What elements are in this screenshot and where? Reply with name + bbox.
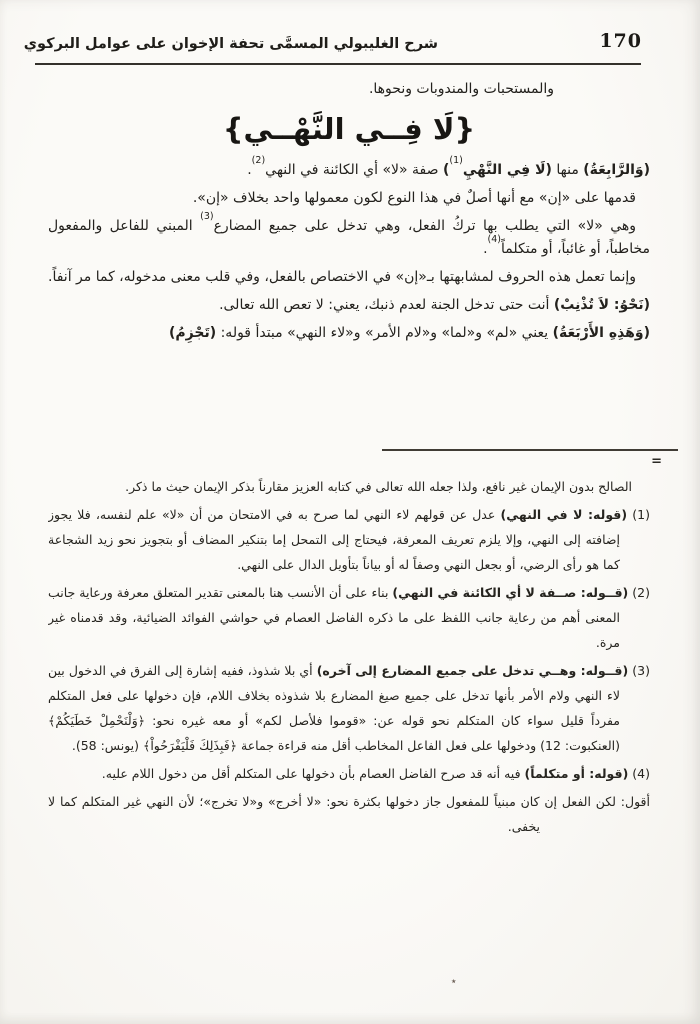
body-paragraph: (نَحْوُ: لاَ تُذْنِبْ) أنت حتى تدخل الجنة لعدم ذنبك، يعني: لا تعص الله تعالى. [219,297,650,313]
footnote-continuation: الصالح بدون الإيمان غير نافع، ولذا جعله الله تعالى في كتابه العزيز مقارناً بذكر الإيمان حيث ما ذكر. [125,479,632,494]
header-rule [35,63,641,65]
footnote-separator [382,449,678,451]
page-number: 170 [599,30,642,52]
footnote-postscript: أقول: لكن الفعل إن كان مبنياً للمفعول جاز دخولها بكثرة نحو: «لا أخرج» و«لا تخرج»؛ لأن النهي غير المتكلم كما لا يخفى. [48,794,650,834]
main-text-block [48,78,650,446]
body-paragraph: وإنما تعمل هذه الحروف لمشابهتها بـ«إن» في الاختصاص بالفعل، وفي قلب معنى مدخوله، كما مر آنفاً. [48,269,636,285]
footnote: (1) (قوله: لا في النهي) عدل عن قولهم لاء النهي لما صرح به في الامتحان من أن «لا» علم لنفسه، فلا يجوز إضافته إلى النهي، وإلا يلزم تعريف المعرفة، فيحتاج إلى التمحل إما بتنكير المضاف أو بتجويز نحو زيد الشجاعة كما هو رأى الرضي، أو بجعل النهي وصفاً له أو بياناً بتأويل الدال على النهي. [48,507,650,572]
section-heading: {لَا فِــي النَّهْــي} [222,112,476,146]
footnote: (4) (قوله: أو متكلماً) فيه أنه قد صرح الفاضل العصام بأن دخولها على المتكلم أقل من دخول اللام عليه. [101,766,650,781]
body-paragraph: وهي «لا» التي يطلب بها تركُ الفعل، وهي تدخل على جميع المضارع$^{(3)}$ المبني للفاعل والمفعول مخاطباً، أو غائباً، أو متكلماً$^{(4)}$. [48,211,650,257]
footnote-continuation-mark: = [651,454,662,469]
footnote: (3) (قــوله: وهــي تدخل على جميع المضارع إلى آخره) أي بلا شذوذ، ففيه إشارة إلى الفرق في الدخول بين لاء النهي ولام الأمر بأنها تدخل على جميع صيغ المضارع بلا شذوذه بخلاف اللام، فإن دخولها على فعل المتكلم مفرداً قليل سواء كان المتكلم نحو قوله عن: «قوموا فلأصل لكم» أو معه غيره نحو: ﴿وَلْنَحْمِلْ خَطَيَكُمْ﴾ (العنكبوت: 12) ودخولها على فعل الفاعل المخاطب أقل منه قراءة جماعة ﴿فَبِذَلِكَ فَلْيَفْرَحُواْ﴾ (يونس: 58). [48,663,650,753]
footnote: (2) (قــوله: صــفة لا أي الكائنة في النهي) بناء على أن الأنسب هنا بالمعنى تقدير المتعلق معرفة ورعاية جانب المعنى أهم من رعاية جانب اللفظ على ما ذكره الفاضل العصام في حواشي الفوائد الضيائية، وقد قدمناه غير مرة. [48,585,650,650]
running-title: شرح الغليبولي المسمَّى تحفة الإخوان على عوامل البركوي [23,36,438,52]
body-paragraph: (وَالرَّابِعَةُ) منها (لَا فِي النَّهْيِ$^{(1)}$) صفة «لا» أي الكائنة في النهي$^{(2)}$. [247,155,650,178]
footnotes [48,474,650,1006]
page-end-mark: ٭ [451,976,457,987]
body-paragraph: قدمها على «إن» مع أنها أصلٌ في هذا النوع لكون معمولها واحد بخلاف «إن». [192,190,636,206]
body-continuation-line: والمستحبات والمندوبات ونحوها. [368,81,554,97]
body-paragraph: (وَهَذِهِ الأَرْبَعَةُ) يعني «لم» و«لما» و«لام الأمر» و«لاء النهي» مبتدأ قوله: (تَجْزِمُ) [169,325,650,341]
